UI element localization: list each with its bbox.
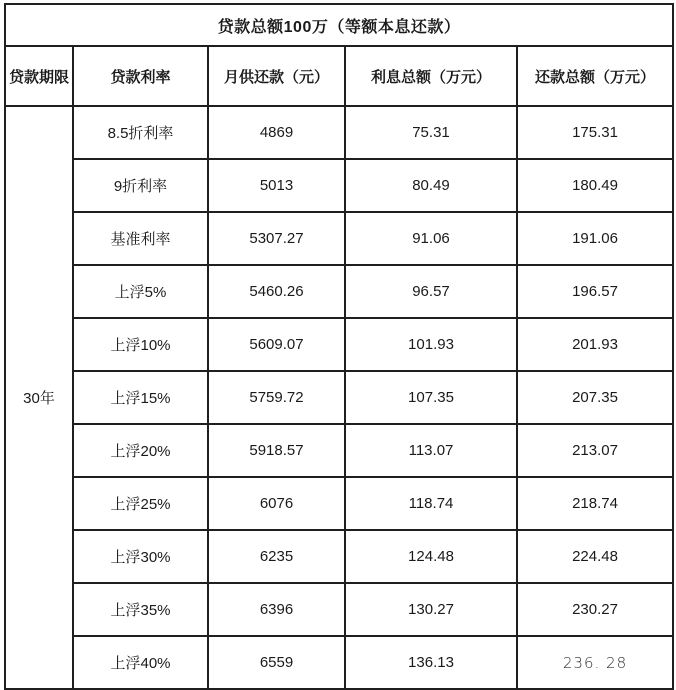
table-row	[5, 106, 673, 159]
monthly-payment-cell: 6559	[208, 636, 345, 689]
total-repayment-cell: 180.49	[517, 159, 673, 212]
total-repayment-cell: 224.48	[517, 530, 673, 583]
total-interest-cell: 91.06	[345, 212, 517, 265]
total-interest-cell: 124.48	[345, 530, 517, 583]
monthly-payment-cell: 5759.72	[208, 371, 345, 424]
monthly-payment-cell: 5013	[208, 159, 345, 212]
monthly-payment-cell: 6076	[208, 477, 345, 530]
total-interest-cell: 130.27	[345, 583, 517, 636]
interest-rate-cell: 上浮20%	[73, 424, 208, 477]
monthly-payment-cell: 5460.26	[208, 265, 345, 318]
table-row	[5, 636, 673, 689]
total-repayment-cell: 218.74	[517, 477, 673, 530]
total-repayment-cell: 213.07	[517, 424, 673, 477]
total-interest-cell: 101.93	[345, 318, 517, 371]
title-row	[5, 4, 673, 46]
table-row	[5, 212, 673, 265]
monthly-payment-cell: 5609.07	[208, 318, 345, 371]
table-row	[5, 530, 673, 583]
total-repayment-cell: 191.06	[517, 212, 673, 265]
total-interest-cell: 136.13	[345, 636, 517, 689]
total-repayment-cell: 207.35	[517, 371, 673, 424]
monthly-payment-cell: 4869	[208, 106, 345, 159]
table-row	[5, 159, 673, 212]
interest-rate-cell: 8.5折利率	[73, 106, 208, 159]
interest-rate-cell: 上浮15%	[73, 371, 208, 424]
total-interest-cell: 75.31	[345, 106, 517, 159]
total-repayment-cell: 236. 28	[517, 636, 673, 689]
interest-rate-cell: 上浮25%	[73, 477, 208, 530]
total-interest-cell: 118.74	[345, 477, 517, 530]
monthly-payment-cell: 6235	[208, 530, 345, 583]
total-repayment-cell: 196.57	[517, 265, 673, 318]
loan-term-cell: 30年	[5, 106, 73, 689]
interest-rate-cell: 基准利率	[73, 212, 208, 265]
col-header-monthly-payment: 月供还款（元）	[208, 46, 345, 106]
col-header-total-repayment: 还款总额（万元）	[517, 46, 673, 106]
col-header-interest-rate: 贷款利率	[73, 46, 208, 106]
monthly-payment-cell: 5307.27	[208, 212, 345, 265]
table-row	[5, 424, 673, 477]
total-interest-cell: 107.35	[345, 371, 517, 424]
table-body	[5, 106, 673, 689]
interest-rate-cell: 上浮40%	[73, 636, 208, 689]
total-interest-cell: 113.07	[345, 424, 517, 477]
col-header-loan-term: 贷款期限	[5, 46, 73, 106]
table-title: 贷款总额100万（等额本息还款）	[5, 4, 673, 46]
table-row	[5, 318, 673, 371]
total-interest-cell: 96.57	[345, 265, 517, 318]
table-row	[5, 265, 673, 318]
monthly-payment-cell: 6396	[208, 583, 345, 636]
total-interest-cell: 80.49	[345, 159, 517, 212]
total-repayment-cell: 201.93	[517, 318, 673, 371]
monthly-payment-cell: 5918.57	[208, 424, 345, 477]
interest-rate-cell: 上浮35%	[73, 583, 208, 636]
loan-repayment-table	[4, 3, 674, 690]
table-row	[5, 477, 673, 530]
interest-rate-cell: 上浮30%	[73, 530, 208, 583]
col-header-total-interest: 利息总额（万元）	[345, 46, 517, 106]
interest-rate-cell: 上浮10%	[73, 318, 208, 371]
total-repayment-cell: 230.27	[517, 583, 673, 636]
header-row	[5, 46, 673, 106]
total-repayment-cell: 175.31	[517, 106, 673, 159]
table-row	[5, 583, 673, 636]
table-row	[5, 371, 673, 424]
interest-rate-cell: 上浮5%	[73, 265, 208, 318]
interest-rate-cell: 9折利率	[73, 159, 208, 212]
